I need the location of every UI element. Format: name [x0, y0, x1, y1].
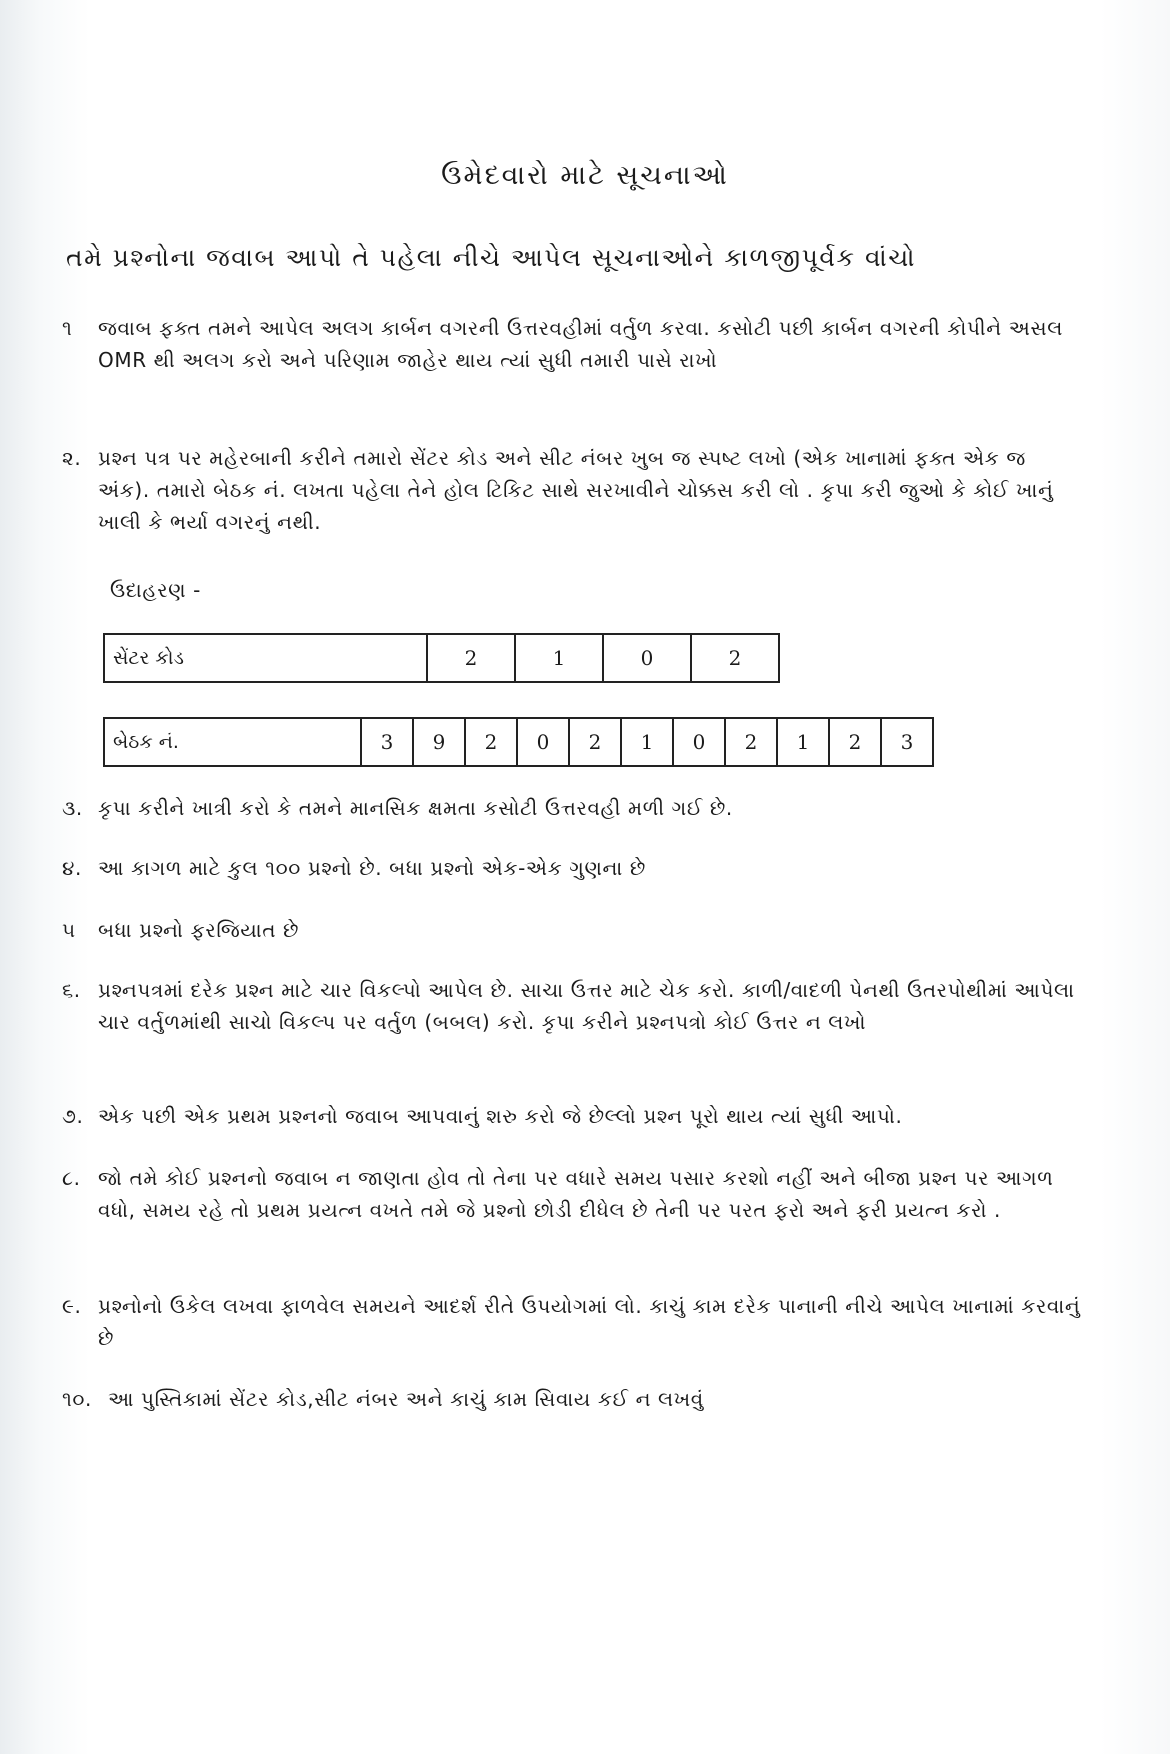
- seat-number-digit: 3: [881, 718, 933, 766]
- item-text: આ પુસ્તિકામાં સેંટર કોડ,સીટ નંબર અને કાચું કામ સિવાય કઈ ન લખવું: [108, 1387, 704, 1411]
- item-number: ૫: [62, 918, 76, 942]
- instruction-item-5: [62, 914, 1082, 946]
- seat-number-digit: 2: [465, 718, 517, 766]
- item-number: ૧૦.: [62, 1387, 92, 1411]
- page-title: ઉમેદવારો માટે સૂચનાઓ: [441, 160, 729, 191]
- seat-number-digit: 2: [725, 718, 777, 766]
- item-number: ૩.: [62, 796, 83, 820]
- seat-number-table: [103, 717, 934, 767]
- seat-number-digit: 1: [777, 718, 829, 766]
- instruction-item-4: [62, 852, 1082, 884]
- item-text: પ્રશ્નપત્રમાં દરેક પ્રશ્ન માટે ચાર વિકલ્પો આપેલ છે. સાચા ઉત્તર માટે ચેક કરો. કાળી/વાદળી પેનથી ઉતરપોથીમાં આપેલા ચાર વર્તુળમાંથી સાચો વિકલ્પ પર વર્તુળ (બબલ) કરો. કૃપા કરીને પ્રશ્નપત્રો કોઈ ઉત્તર ન લખો: [98, 978, 1075, 1034]
- item-text: એક પછી એક પ્રથમ પ્રશ્નનો જવાબ આપવાનું શરુ કરો જે છેલ્લો પ્રશ્ન પૂરો થાય ત્યાં સુધી આપો.: [98, 1104, 903, 1128]
- center-code-digit: 2: [427, 634, 515, 682]
- item-text: કૃપા કરીને ખાત્રી કરો કે તમને માનસિક ક્ષમતા કસોટી ઉત્તરવહી મળી ગઈ છે.: [98, 796, 733, 820]
- instruction-item-6: [62, 974, 1082, 1038]
- seat-number-digit: 9: [413, 718, 465, 766]
- instruction-item-3: [62, 792, 1082, 824]
- item-text: પ્રશ્નોનો ઉકેલ લખવા ફાળવેલ સમયને આદર્શ રીતે ઉપયોગમાં લો. કાચું કામ દરેક પાનાની નીચે આપેલ ખાનામાં કરવાનું છે: [98, 1294, 1081, 1350]
- item-number: ૧: [62, 316, 73, 340]
- center-code-digit: 1: [515, 634, 603, 682]
- seat-number-digit: 2: [829, 718, 881, 766]
- instruction-item-2: [62, 442, 1082, 538]
- item-number: ૭.: [62, 1104, 84, 1128]
- center-code-table: [103, 633, 780, 683]
- seat-number-digit: 1: [621, 718, 673, 766]
- seat-number-digit: 0: [517, 718, 569, 766]
- instruction-item-1: [62, 312, 1082, 376]
- seat-number-digit: 0: [673, 718, 725, 766]
- item-text: જો તમે કોઈ પ્રશ્નનો જવાબ ન જાણતા હોવ તો તેના પર વધારે સમય પસાર કરશો નહીં અને બીજા પ્રશ્ન પર આગળ વધો, સમય રહે તો પ્રથમ પ્રયત્ન વખતે તમે જે પ્રશ્નો છોડી દીધેલ છે તેની પર પરત ફરો અને ફરી પ્રયત્ન કરો .: [98, 1166, 1054, 1222]
- item-number: ૯.: [62, 1294, 82, 1318]
- instruction-item-9: [62, 1290, 1082, 1354]
- instruction-item-7: [62, 1100, 1082, 1132]
- example-label: ઉદાહરણ -: [110, 578, 201, 602]
- instruction-item-10: [62, 1383, 1082, 1415]
- item-number: ૪.: [62, 856, 82, 880]
- center-code-label: સેંટર કોડ: [104, 634, 427, 682]
- seat-number-label: બેઠક નં.: [104, 718, 361, 766]
- page-subtitle: તમે પ્રશ્નોના જવાબ આપો તે પહેલા નીચે આપેલ સૂચનાઓને કાળજીપૂર્વક વાંચો: [66, 243, 916, 272]
- seat-number-digit: 3: [361, 718, 413, 766]
- item-text: આ કાગળ માટે કુલ ૧૦૦ પ્રશ્નો છે. બધા પ્રશ્નો એક-એક ગુણના છે: [98, 856, 646, 880]
- center-code-digit: 2: [691, 634, 779, 682]
- item-text: જવાબ ફક્ત તમને આપેલ અલગ કાર્બન વગરની ઉત્તરવહીમાં વર્તુળ કરવા. કસોટી પછી કાર્બન વગરની કોપીને અસલ OMR થી અલગ કરો અને પરિણામ જાહેર થાય ત્યાં સુધી તમારી પાસે રાખો: [98, 316, 1063, 372]
- item-number: ૮.: [62, 1166, 81, 1190]
- center-code-digit: 0: [603, 634, 691, 682]
- item-text: પ્રશ્ન પત્ર પર મહેરબાની કરીને તમારો સેંટર કોડ અને સીટ નંબર ખુબ જ સ્પષ્ટ લખો (એક ખાનામાં ફક્ત એક જ અંક). તમારો બેઠક નં. લખતા પહેલા તેને હોલ ટિકિટ સાથે સરખાવીને ચોક્કસ કરી લો . કૃપા કરી જુઓ કે કોઈ ખાનું ખાલી કે ભર્યા વગરનું નથી.: [98, 446, 1054, 534]
- item-number: ૨.: [62, 446, 82, 470]
- seat-number-digit: 2: [569, 718, 621, 766]
- item-text: બધા પ્રશ્નો ફરજિયાત છે: [98, 918, 300, 942]
- instruction-item-8: [62, 1162, 1082, 1226]
- item-number: ૬.: [62, 978, 81, 1002]
